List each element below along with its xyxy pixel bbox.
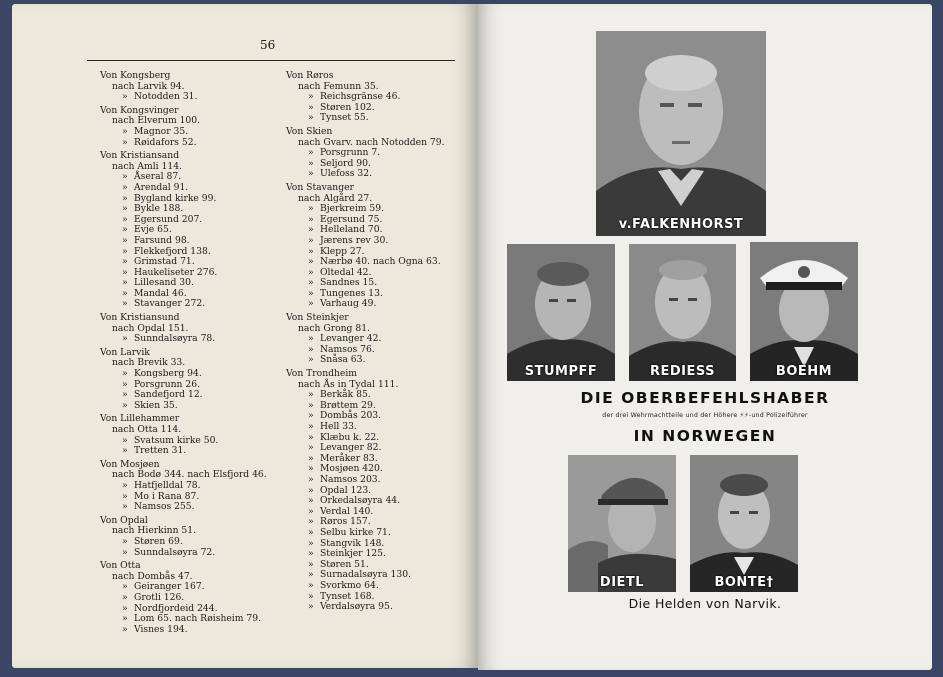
- route-destination-text: Varhaug 49.: [320, 298, 377, 310]
- route-destination: [286, 92, 486, 103]
- portrait-dietl-image: [568, 455, 676, 592]
- portrait-stumpff: [507, 244, 615, 381]
- route-destination: [286, 454, 486, 465]
- route-destination: [100, 334, 275, 345]
- ditto-mark: »: [308, 548, 314, 560]
- ditto-mark: »: [122, 192, 128, 204]
- route-destination-text: Mosjøen 420.: [320, 463, 383, 475]
- route-destination-text: Berkåk 85.: [320, 389, 371, 401]
- ditto-mark: »: [122, 613, 128, 625]
- ditto-mark: »: [308, 101, 314, 113]
- portrait-label-bonte: BONTE†: [714, 575, 774, 590]
- route-entry: [286, 369, 486, 613]
- title-line-2: IN NORWEGEN: [633, 427, 777, 445]
- ditto-mark: »: [308, 91, 314, 103]
- route-destination-text: Porsgrunn 7.: [320, 147, 381, 159]
- ditto-mark: »: [122, 368, 128, 380]
- route-destination: [286, 345, 486, 356]
- route-destination: [286, 257, 486, 268]
- route-destination-text: Mo i Rana 87.: [134, 490, 200, 502]
- route-destination-text: Levanger 82.: [320, 442, 382, 454]
- route-destination: [286, 549, 486, 560]
- route-destination-text: Evje 65.: [134, 224, 172, 236]
- ditto-mark: »: [308, 473, 314, 485]
- route-entry: [100, 414, 275, 456]
- ditto-mark: »: [308, 277, 314, 289]
- route-destination-text: Sunndalsøyra 72.: [134, 546, 216, 558]
- ditto-mark: »: [122, 535, 128, 547]
- route-destination-text: Grotli 126.: [134, 591, 185, 603]
- route-destination: [100, 92, 275, 103]
- ditto-mark: »: [122, 479, 128, 491]
- route-destination-text: Reichsgränse 46.: [320, 91, 401, 103]
- ditto-mark: »: [122, 91, 128, 103]
- route-destination: [286, 278, 486, 289]
- ditto-mark: »: [122, 234, 128, 246]
- route-destination-text: Haukeliseter 276.: [134, 266, 218, 278]
- route-destination-text: Stavanger 272.: [134, 298, 206, 310]
- ditto-mark: »: [122, 277, 128, 289]
- route-destination-text: Farsund 98.: [134, 234, 190, 246]
- route-destination: [286, 570, 486, 581]
- route-destination: [286, 433, 486, 444]
- route-destination-text: Støren 102.: [320, 101, 375, 113]
- route-destination-text: Svorkmo 64.: [320, 579, 379, 591]
- route-entry: [100, 348, 275, 412]
- route-destination-text: Namsos 255.: [134, 501, 195, 513]
- route-destination: [286, 507, 486, 518]
- route-destination: [286, 422, 486, 433]
- route-via: nach Gvarv. nach Notodden 79.: [298, 136, 445, 148]
- ditto-mark: »: [308, 431, 314, 443]
- route-column-2: [286, 71, 486, 616]
- route-destination-text: Bygland kirke 99.: [134, 192, 217, 204]
- route-destination-text: Lom 65. nach Røisheim 79.: [134, 613, 261, 625]
- portrait-label-boehm: BOEHM: [775, 364, 833, 379]
- ditto-mark: »: [122, 445, 128, 457]
- route-origin: Von Stavanger: [286, 181, 354, 193]
- route-via: nach Femunn 35.: [298, 80, 379, 92]
- route-via: nach Otta 114.: [112, 424, 182, 435]
- route-via: nach Grong 81.: [298, 322, 370, 334]
- route-destination-text: Klæbu k. 22.: [320, 431, 380, 443]
- ditto-mark: »: [308, 343, 314, 355]
- ditto-mark: »: [308, 590, 314, 602]
- route-destination-text: Notodden 31.: [134, 91, 198, 103]
- route-entry: [100, 460, 275, 513]
- route-origin: Von Steinkjer: [286, 312, 349, 324]
- portrait-label-rediess: REDIESS: [649, 364, 716, 379]
- route-via: nach Algård 27.: [298, 192, 373, 204]
- route-destination-text: Helleland 70.: [320, 224, 383, 236]
- route-destination: [100, 401, 275, 412]
- route-destination: [100, 625, 275, 636]
- route-destination: [100, 548, 275, 559]
- ditto-mark: »: [308, 558, 314, 570]
- route-entry: [286, 183, 486, 310]
- ditto-mark: »: [122, 125, 128, 137]
- route-entry: [100, 106, 275, 148]
- ditto-mark: »: [308, 168, 314, 180]
- ditto-mark: »: [308, 203, 314, 215]
- route-destination: [286, 443, 486, 454]
- route-destination-text: Arendal 91.: [134, 181, 189, 193]
- route-destination: [286, 411, 486, 422]
- route-origin: Von Mosjøen: [100, 458, 160, 470]
- route-destination: [286, 602, 486, 613]
- route-destination-text: Geiranger 167.: [134, 581, 205, 593]
- ditto-mark: »: [122, 623, 128, 635]
- ditto-mark: »: [122, 501, 128, 513]
- route-destination: [286, 299, 486, 310]
- route-destination-text: Sandnes 15.: [320, 277, 378, 289]
- portrait-falkenhorst-image: [596, 31, 766, 236]
- route-destination: [286, 334, 486, 345]
- route-destination-text: Røros 157.: [320, 516, 371, 528]
- route-origin: Von Skien: [286, 125, 333, 137]
- ditto-mark: »: [122, 602, 128, 614]
- ditto-mark: »: [308, 256, 314, 268]
- ditto-mark: »: [122, 256, 128, 268]
- ditto-mark: »: [122, 224, 128, 236]
- route-destination-text: Bjerkreim 59.: [320, 203, 385, 215]
- route-destination-text: Jærens rev 30.: [320, 234, 389, 246]
- route-destination: [100, 446, 275, 457]
- ditto-mark: »: [122, 378, 128, 390]
- route-destination: [100, 502, 275, 513]
- route-origin: Von Røros: [286, 70, 334, 81]
- ditto-mark: »: [308, 526, 314, 538]
- route-destination: [286, 169, 486, 180]
- route-destination-text: Grimstad 71.: [134, 256, 195, 268]
- route-destination: [286, 464, 486, 475]
- ditto-mark: »: [308, 569, 314, 581]
- route-via: nach Dombås 47.: [112, 570, 193, 582]
- ditto-mark: »: [308, 298, 314, 310]
- route-entry: [100, 151, 275, 310]
- route-destination: [286, 103, 486, 114]
- ditto-mark: »: [308, 601, 314, 613]
- route-destination: [286, 401, 486, 412]
- route-origin: Von Opdal: [100, 514, 148, 526]
- ditto-mark: »: [122, 434, 128, 446]
- route-destination-text: Dombås 203.: [320, 410, 382, 422]
- route-destination: [286, 159, 486, 170]
- portrait-label-dietl: DIETL: [599, 575, 645, 590]
- left-page: [12, 4, 478, 668]
- route-entry: [286, 71, 486, 124]
- route-origin: Von Lillehammer: [100, 413, 180, 425]
- route-destination-text: Verdalsøyra 95.: [320, 601, 393, 613]
- route-destination: [286, 475, 486, 486]
- ditto-mark: »: [122, 213, 128, 225]
- ditto-mark: »: [122, 581, 128, 593]
- route-destination-text: Namsos 76.: [320, 343, 375, 355]
- route-destination-text: Orkedalsøyra 44.: [320, 495, 401, 507]
- route-destination: [286, 539, 486, 550]
- route-destination-text: Stangvik 148.: [320, 537, 385, 549]
- ditto-mark: »: [308, 213, 314, 225]
- ditto-mark: »: [308, 463, 314, 475]
- route-entry: [100, 71, 275, 103]
- ditto-mark: »: [308, 452, 314, 464]
- route-destination-text: Opdal 123.: [320, 484, 372, 496]
- route-destination-text: Surnadalsøyra 130.: [320, 569, 411, 581]
- route-column-1: [100, 71, 275, 638]
- route-destination: [286, 236, 486, 247]
- ditto-mark: »: [308, 505, 314, 517]
- route-destination-text: Verdal 140.: [320, 505, 374, 517]
- ditto-mark: »: [308, 442, 314, 454]
- ditto-mark: »: [122, 181, 128, 193]
- page-number: 56: [260, 38, 276, 52]
- route-destination-text: Porsgrunn 26.: [134, 378, 201, 390]
- ditto-mark: »: [308, 495, 314, 507]
- route-via: nach Opdal 151.: [112, 322, 189, 334]
- route-destination-text: Kongsberg 94.: [134, 368, 202, 380]
- ditto-mark: »: [122, 287, 128, 299]
- route-destination: [286, 113, 486, 124]
- ditto-mark: »: [308, 234, 314, 246]
- route-destination-text: Seljord 90.: [320, 157, 371, 169]
- ditto-mark: »: [308, 245, 314, 257]
- route-destination: [286, 204, 486, 215]
- route-destination-text: Bykle 188.: [134, 203, 184, 215]
- header-rule: [87, 60, 455, 61]
- route-origin: Von Larvik: [100, 346, 150, 358]
- route-destination-text: Røidafors 52.: [134, 136, 197, 148]
- route-origin: Von Trondheim: [286, 368, 358, 380]
- route-destination-text: Nordfjordeid 244.: [134, 602, 218, 614]
- portrait-bonte: [690, 455, 798, 592]
- portrait-rediess-image: [629, 244, 736, 381]
- portrait-label-falkenhorst: v.FALKENHORST: [618, 217, 744, 232]
- route-destination-text: Tretten 31.: [134, 445, 187, 457]
- ditto-mark: »: [122, 399, 128, 411]
- ditto-mark: »: [308, 112, 314, 124]
- route-destination-text: Nærbø 40. nach Ogna 63.: [320, 256, 441, 268]
- ditto-mark: »: [122, 333, 128, 345]
- route-origin: Von Kristiansand: [100, 150, 180, 162]
- route-via: nach Hierkinn 51.: [112, 525, 197, 537]
- ditto-mark: »: [122, 203, 128, 215]
- route-destination-text: Tungenes 13.: [320, 287, 383, 299]
- ditto-mark: »: [122, 136, 128, 148]
- route-via: nach Larvik 94.: [112, 80, 185, 92]
- route-destination-text: Åseral 87.: [134, 171, 182, 183]
- ditto-mark: »: [308, 579, 314, 591]
- route-destination-text: Sunndalsøyra 78.: [134, 333, 216, 345]
- ditto-mark: »: [308, 147, 314, 159]
- ditto-mark: »: [308, 157, 314, 169]
- ditto-mark: »: [308, 537, 314, 549]
- ditto-mark: »: [308, 354, 314, 366]
- route-destination-text: Skien 35.: [134, 399, 178, 411]
- ditto-mark: »: [122, 389, 128, 401]
- route-origin: Von Kongsvinger: [100, 104, 179, 116]
- ditto-mark: »: [122, 266, 128, 278]
- portrait-stumpff-image: [507, 244, 615, 381]
- route-destination: [286, 496, 486, 507]
- route-destination-text: Snåsa 63.: [320, 354, 366, 366]
- ditto-mark: »: [308, 421, 314, 432]
- route-destination-text: Støren 51.: [320, 558, 369, 570]
- portrait-rediess: [629, 244, 736, 381]
- route-origin: Von Otta: [100, 560, 141, 572]
- ditto-mark: »: [122, 298, 128, 310]
- ditto-mark: »: [308, 399, 314, 411]
- title-line-1: DIE OBERBEFEHLSHABER: [580, 389, 830, 407]
- route-destination-text: Hatfjelldal 78.: [134, 479, 201, 491]
- route-origin: Von Kongsberg: [100, 70, 171, 81]
- route-destination-text: Lillesand 30.: [134, 277, 194, 289]
- route-destination: [100, 299, 275, 310]
- ditto-mark: »: [308, 484, 314, 496]
- route-via: nach Brevik 33.: [112, 357, 186, 369]
- route-entry: [100, 516, 275, 558]
- route-destination: [286, 355, 486, 366]
- route-entry: [286, 127, 486, 180]
- route-destination-text: Oltedal 42.: [320, 266, 372, 278]
- route-destination: [286, 581, 486, 592]
- route-destination: [286, 289, 486, 300]
- portrait-label-stumpff: STUMPFF: [524, 364, 598, 379]
- route-via: nach Amli 114.: [112, 160, 182, 172]
- route-destination-text: Brøttem 29.: [320, 399, 376, 411]
- route-via: nach Ås in Tydal 111.: [298, 378, 399, 390]
- route-destination-text: Mandal 46.: [134, 287, 187, 299]
- ditto-mark: »: [308, 287, 314, 299]
- route-destination: [286, 215, 486, 226]
- portrait-dietl: [568, 455, 676, 592]
- route-destination-text: Steinkjer 125.: [320, 548, 386, 560]
- route-destination-text: Namsos 203.: [320, 473, 381, 485]
- route-destination: [100, 138, 275, 149]
- route-destination: [286, 268, 486, 279]
- route-destination-text: Meråker 83.: [320, 452, 378, 464]
- route-destination-text: Visnes 194.: [134, 623, 188, 635]
- portrait-boehm: [750, 242, 858, 381]
- ditto-mark: »: [308, 224, 314, 236]
- ditto-mark: »: [308, 266, 314, 278]
- route-destination-text: Klepp 27.: [320, 245, 365, 257]
- subtitle: der drei Wehrmachtteile und der Höhere ⚡⚡-und Polizeiführer: [602, 412, 808, 419]
- route-destination-text: Selbu kirke 71.: [320, 526, 391, 538]
- ditto-mark: »: [122, 490, 128, 502]
- ditto-mark: »: [122, 245, 128, 257]
- route-destination: [286, 148, 486, 159]
- portrait-bonte-image: [690, 455, 798, 592]
- route-destination: [286, 528, 486, 539]
- ditto-mark: »: [308, 333, 314, 345]
- portrait-boehm-image: [750, 242, 858, 381]
- route-via: nach Elverum 100.: [112, 115, 201, 127]
- route-destination-text: Flekkefjord 138.: [134, 245, 211, 257]
- route-destination-text: Tynset 168.: [320, 590, 375, 602]
- ditto-mark: »: [308, 410, 314, 422]
- caption-narvik: Die Helden von Narvik.: [628, 596, 782, 611]
- ditto-mark: »: [122, 171, 128, 183]
- ditto-mark: »: [122, 591, 128, 603]
- route-destination-text: Sandefjord 12.: [134, 389, 203, 401]
- route-entry: [100, 313, 275, 345]
- route-entry: [100, 561, 275, 635]
- route-destination-text: Ulefoss 32.: [320, 168, 373, 180]
- route-destination-text: Tynset 55.: [320, 112, 369, 124]
- portrait-falkenhorst: [596, 31, 766, 236]
- route-destination: [286, 390, 486, 401]
- route-destination-text: Hell 33.: [320, 421, 357, 432]
- route-destination-text: Egersund 207.: [134, 213, 203, 225]
- route-destination-text: Egersund 75.: [320, 213, 383, 225]
- route-origin: Von Kristiansund: [100, 312, 180, 324]
- route-destination-text: Støren 69.: [134, 535, 183, 547]
- route-via: nach Bodø 344. nach Elsfjord 46.: [112, 469, 267, 481]
- route-entry: [286, 313, 486, 366]
- route-destination-text: Svatsum kirke 50.: [134, 434, 219, 446]
- ditto-mark: »: [122, 546, 128, 558]
- route-destination-text: Levanger 42.: [320, 333, 382, 345]
- ditto-mark: »: [308, 389, 314, 401]
- ditto-mark: »: [308, 516, 314, 528]
- route-destination-text: Magnor 35.: [134, 125, 189, 137]
